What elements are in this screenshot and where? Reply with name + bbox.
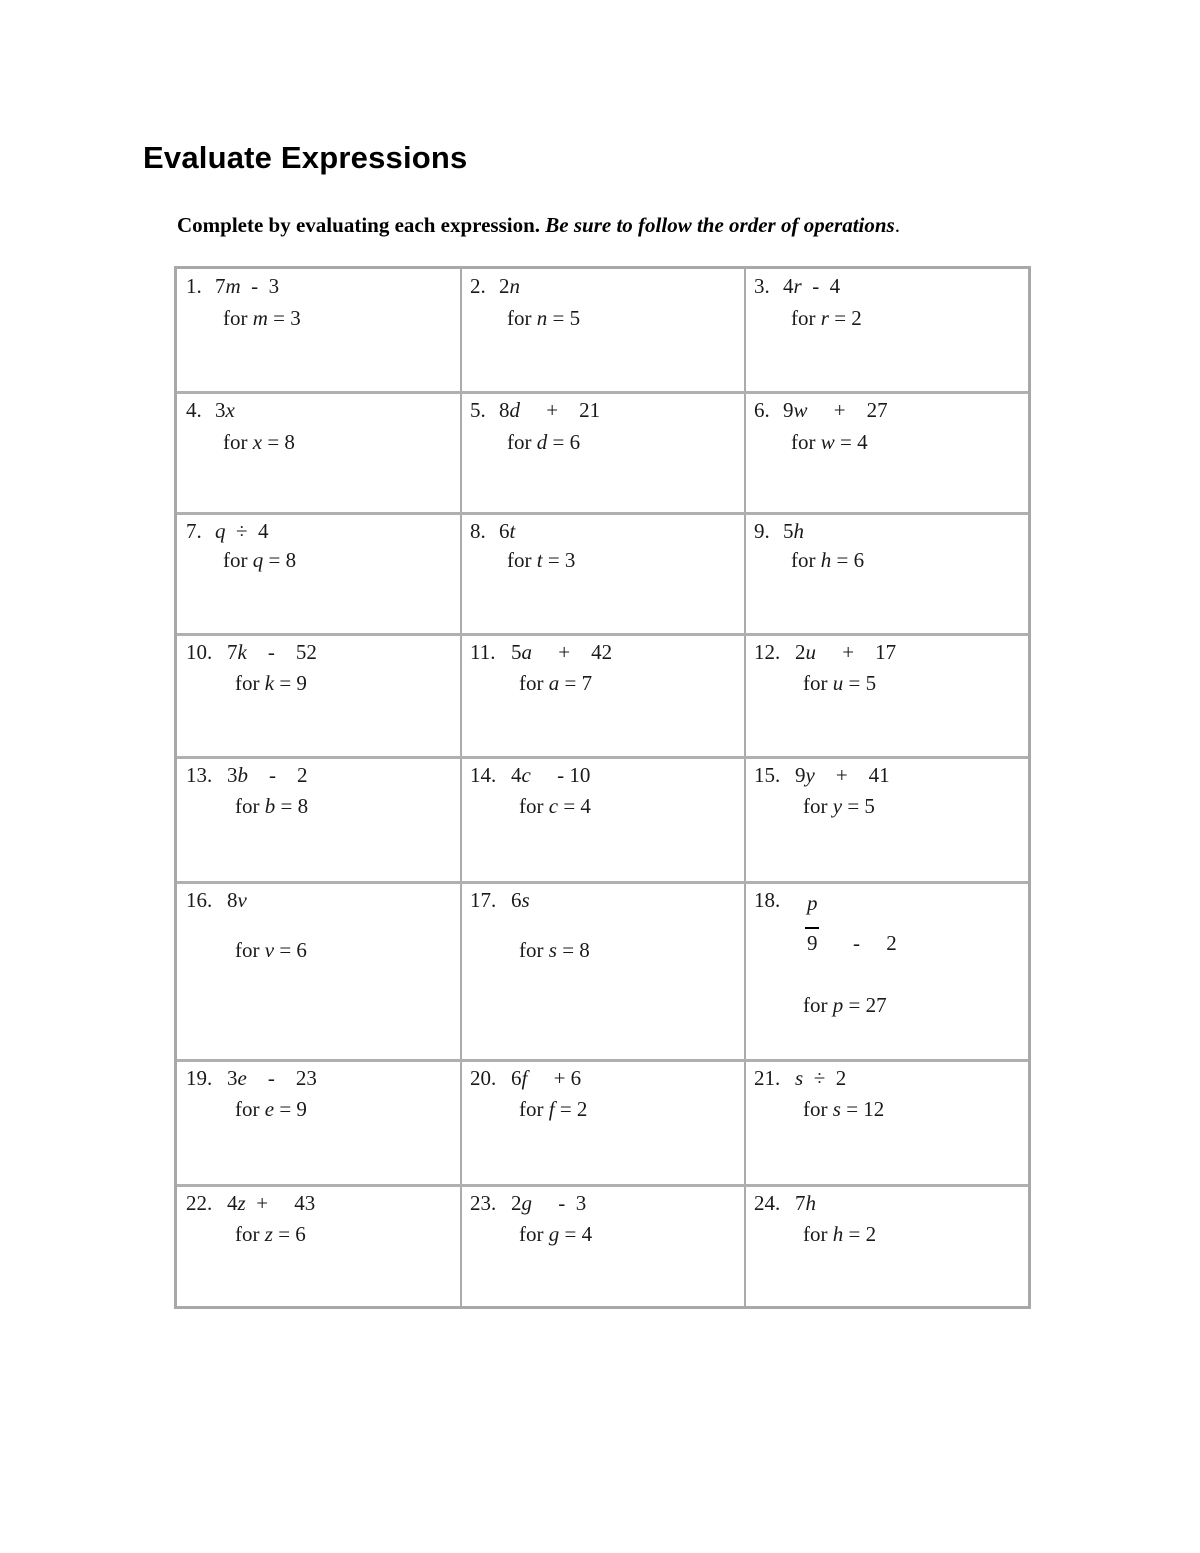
substitution <box>235 938 307 963</box>
expression-variable: t <box>509 519 516 543</box>
problem-cell <box>461 1061 745 1186</box>
substitution-variable: q <box>252 548 264 572</box>
expression <box>227 1066 317 1091</box>
substitution-value: = 5 <box>843 671 877 695</box>
substitution-value: = 9 <box>274 671 307 695</box>
expression-coefficient: 3 <box>215 398 226 422</box>
expression <box>511 640 612 665</box>
substitution <box>235 1222 306 1247</box>
substitution-label: for <box>507 548 537 572</box>
expression <box>795 763 890 788</box>
expression-variable: a <box>521 640 532 664</box>
problem-number: 9. <box>754 519 770 543</box>
problem-cell <box>461 514 745 635</box>
substitution-variable: x <box>252 430 263 454</box>
problem-cell <box>745 883 1028 1061</box>
problem-cell <box>745 514 1028 635</box>
substitution-variable: f <box>548 1097 555 1121</box>
substitution-label: for <box>791 430 821 454</box>
expression-operation: + 42 <box>532 640 613 664</box>
expression <box>227 1191 315 1216</box>
substitution-value: = 7 <box>559 671 593 695</box>
problem-number: 1. <box>186 274 202 298</box>
substitution-label: for <box>507 306 537 330</box>
substitution-value: = 8 <box>275 794 309 818</box>
substitution-variable: s <box>832 1097 841 1121</box>
expression-coefficient: 6 <box>511 1066 522 1090</box>
substitution-variable: r <box>820 306 829 330</box>
expression-operation: + 43 <box>245 1191 316 1215</box>
expression <box>795 640 896 665</box>
expression <box>511 1066 581 1091</box>
expression-operation: - 10 <box>530 763 591 787</box>
expression-operation: - 3 <box>240 274 280 298</box>
problem-number: 13. <box>186 763 213 787</box>
problem-grid <box>174 266 1031 1309</box>
substitution-variable: h <box>832 1222 844 1246</box>
substitution-variable: g <box>548 1222 560 1246</box>
problem-number: 5. <box>470 398 486 422</box>
substitution-value: = 3 <box>267 306 301 330</box>
expression-variable: g <box>521 1191 532 1215</box>
substitution <box>519 938 590 963</box>
problem-cell <box>461 883 745 1061</box>
substitution-variable: a <box>548 671 560 695</box>
problem-number: 10. <box>186 640 213 664</box>
substitution-label: for <box>507 430 537 454</box>
problem-cell <box>461 393 745 514</box>
problem-number: 4. <box>186 398 202 422</box>
substitution-value: = 27 <box>843 993 887 1017</box>
problem-number: 3. <box>754 274 770 298</box>
substitution-label: for <box>223 548 253 572</box>
problem-number: 22. <box>186 1191 213 1215</box>
substitution <box>223 548 296 573</box>
expression-operation: + 6 <box>527 1066 582 1090</box>
substitution-variable: p <box>832 993 844 1017</box>
substitution-value: = 8 <box>262 430 295 454</box>
problem-number: 21. <box>754 1066 781 1090</box>
expression-coefficient: 4 <box>227 1191 238 1215</box>
expression-coefficient: 2 <box>511 1191 522 1215</box>
expression-variable: y <box>805 763 815 787</box>
substitution-value: = 4 <box>834 430 868 454</box>
expression <box>783 398 888 423</box>
expression <box>783 274 840 299</box>
substitution-variable: c <box>548 794 559 818</box>
substitution-value: = 4 <box>558 794 591 818</box>
substitution-variable: e <box>264 1097 275 1121</box>
substitution-variable: y <box>832 794 843 818</box>
substitution-label: for <box>235 938 265 962</box>
expression-coefficient: 4 <box>511 763 522 787</box>
expression-variable: e <box>237 1066 247 1090</box>
substitution-label: for <box>519 794 549 818</box>
expression <box>511 888 530 913</box>
substitution-variable: m <box>252 306 268 330</box>
substitution-label: for <box>803 1097 833 1121</box>
substitution-variable: u <box>832 671 844 695</box>
problem-cell <box>177 393 461 514</box>
substitution <box>223 306 301 331</box>
expression-variable: r <box>793 274 802 298</box>
problem-number: 18. <box>754 888 781 912</box>
expression <box>215 274 279 299</box>
substitution-label: for <box>235 671 265 695</box>
expression-operation: ÷ 2 <box>803 1066 847 1090</box>
substitution-label: for <box>235 1097 265 1121</box>
expression-variable: d <box>509 398 520 422</box>
problem-number: 17. <box>470 888 497 912</box>
expression-variable: q <box>215 519 226 543</box>
substitution-label: for <box>791 548 821 572</box>
substitution-label: for <box>235 794 265 818</box>
substitution-variable: b <box>264 794 276 818</box>
problem-number: 16. <box>186 888 213 912</box>
expression-coefficient: 8 <box>499 398 510 422</box>
expression-variable: n <box>509 274 520 298</box>
substitution-value: = 9 <box>274 1097 307 1121</box>
expression <box>227 888 247 913</box>
substitution-label: for <box>519 938 549 962</box>
expression-coefficient: 6 <box>499 519 510 543</box>
substitution-value: = 12 <box>840 1097 885 1121</box>
substitution <box>519 794 591 819</box>
substitution-value: = 8 <box>263 548 297 572</box>
expression <box>511 763 590 788</box>
substitution-label: for <box>519 1222 549 1246</box>
substitution-variable: z <box>264 1222 273 1246</box>
fraction-numerator: p <box>807 891 818 915</box>
substitution-label: for <box>519 1097 549 1121</box>
expression-variable: m <box>225 274 241 298</box>
expression <box>795 1066 846 1091</box>
expression-coefficient: 9 <box>795 763 806 787</box>
substitution-label: for <box>223 306 253 330</box>
expression <box>783 519 804 544</box>
substitution-label: for <box>803 794 833 818</box>
page-title: Evaluate Expressions <box>143 140 468 175</box>
substitution <box>519 1222 592 1247</box>
substitution <box>519 1097 587 1122</box>
problem-cell <box>745 1186 1028 1309</box>
expression-variable: h <box>793 519 804 543</box>
substitution-value: = 4 <box>559 1222 593 1246</box>
problem-cell <box>745 393 1028 514</box>
problem-cell <box>745 269 1028 393</box>
expression-operation: + 41 <box>814 763 890 787</box>
problem-cell <box>177 635 461 758</box>
substitution <box>803 993 887 1018</box>
expression-coefficient: 3 <box>227 1066 238 1090</box>
problem-cell <box>461 635 745 758</box>
problem-number: 12. <box>754 640 781 664</box>
problem-number: 24. <box>754 1191 781 1215</box>
fraction-operator: - 2 <box>853 931 897 955</box>
fraction-denominator: 9 <box>807 931 818 955</box>
expression <box>795 1191 816 1216</box>
problem-cell <box>461 1186 745 1309</box>
substitution-variable: w <box>820 430 835 454</box>
substitution-variable: s <box>548 938 557 962</box>
problem-cell <box>177 1061 461 1186</box>
expression-variable: f <box>521 1066 528 1090</box>
expression-coefficient: 3 <box>227 763 238 787</box>
expression-operation: - 3 <box>532 1191 587 1215</box>
substitution <box>791 548 864 573</box>
substitution-value: = 6 <box>547 430 581 454</box>
problem-cell <box>177 514 461 635</box>
problem-number: 8. <box>470 519 486 543</box>
expression-variable: k <box>237 640 247 664</box>
expression-coefficient: 7 <box>795 1191 806 1215</box>
substitution <box>803 1222 876 1247</box>
expression-coefficient: 2 <box>499 274 510 298</box>
expression <box>499 519 515 544</box>
expression-variable: h <box>805 1191 816 1215</box>
substitution-value: = 8 <box>556 938 590 962</box>
expression <box>227 640 317 665</box>
problem-number: 20. <box>470 1066 497 1090</box>
substitution-value: = 2 <box>843 1222 877 1246</box>
substitution-label: for <box>803 671 833 695</box>
substitution-value: = 6 <box>831 548 865 572</box>
expression-coefficient: 8 <box>227 888 238 912</box>
problem-number: 15. <box>754 763 781 787</box>
substitution-value: = 2 <box>828 306 862 330</box>
problem-cell <box>745 635 1028 758</box>
substitution-value: = 2 <box>554 1097 588 1121</box>
problem-cell <box>177 883 461 1061</box>
problem-number: 2. <box>470 274 486 298</box>
substitution-variable: h <box>820 548 832 572</box>
expression-variable: s <box>521 888 530 912</box>
expression <box>499 274 520 299</box>
instructions-emphasis: Be sure to follow the order of operations <box>545 213 895 237</box>
substitution <box>507 430 580 455</box>
expression-coefficient: 7 <box>215 274 226 298</box>
expression-variable: c <box>521 763 531 787</box>
problem-cell <box>745 758 1028 883</box>
substitution-variable: k <box>264 671 275 695</box>
expression <box>499 398 600 423</box>
substitution-value: = 6 <box>274 938 307 962</box>
expression-operation: + 17 <box>816 640 897 664</box>
substitution-value: = 6 <box>272 1222 306 1246</box>
substitution <box>235 671 307 696</box>
expression-operation: + 27 <box>807 398 888 422</box>
instructions-end: . <box>894 213 900 237</box>
substitution <box>507 548 575 573</box>
problem-number: 19. <box>186 1066 213 1090</box>
substitution <box>803 794 875 819</box>
expression-variable: z <box>237 1191 246 1215</box>
expression-variable: w <box>793 398 808 422</box>
substitution <box>791 430 868 455</box>
expression-operation: ÷ 4 <box>225 519 269 543</box>
substitution-label: for <box>791 306 821 330</box>
problem-cell <box>461 269 745 393</box>
substitution <box>235 794 308 819</box>
fraction-bar <box>805 927 819 929</box>
expression-variable: s <box>795 1066 804 1090</box>
expression-coefficient: 5 <box>783 519 794 543</box>
expression <box>215 398 235 423</box>
instructions <box>177 213 900 238</box>
problem-number: 7. <box>186 519 202 543</box>
expression-coefficient: 4 <box>783 274 794 298</box>
expression <box>215 519 269 544</box>
expression <box>227 763 308 788</box>
expression-coefficient: 5 <box>511 640 522 664</box>
substitution-label: for <box>235 1222 265 1246</box>
substitution-variable: t <box>536 548 543 572</box>
substitution-value: = 5 <box>842 794 875 818</box>
expression-operation: - 4 <box>801 274 841 298</box>
substitution <box>223 430 295 455</box>
instructions-lead: Complete by evaluating each expression. <box>177 213 541 237</box>
expression-operation: + 21 <box>520 398 601 422</box>
expression-variable: x <box>225 398 235 422</box>
substitution-value: = 3 <box>542 548 576 572</box>
substitution <box>791 306 862 331</box>
substitution-label: for <box>803 993 833 1017</box>
substitution <box>519 671 592 696</box>
problem-number: 6. <box>754 398 770 422</box>
substitution <box>803 1097 884 1122</box>
expression-operation: - 52 <box>246 640 317 664</box>
substitution-label: for <box>803 1222 833 1246</box>
problem-number: 14. <box>470 763 497 787</box>
substitution-value: = 5 <box>547 306 581 330</box>
substitution-label: for <box>519 671 549 695</box>
expression-variable: v <box>237 888 247 912</box>
substitution-variable: v <box>264 938 275 962</box>
problem-cell <box>745 1061 1028 1186</box>
substitution-variable: d <box>536 430 548 454</box>
problem-cell <box>461 758 745 883</box>
expression-coefficient: 9 <box>783 398 794 422</box>
expression-variable: u <box>805 640 816 664</box>
expression-coefficient: 2 <box>795 640 806 664</box>
problem-cell <box>177 269 461 393</box>
substitution-variable: n <box>536 306 548 330</box>
problem-cell <box>177 758 461 883</box>
problem-number: 11. <box>470 640 496 664</box>
expression-operation: - 23 <box>246 1066 317 1090</box>
problem-cell <box>177 1186 461 1309</box>
substitution <box>507 306 580 331</box>
expression-variable: b <box>237 763 248 787</box>
expression-coefficient: 7 <box>227 640 238 664</box>
expression-coefficient: 6 <box>511 888 522 912</box>
substitution-label: for <box>223 430 253 454</box>
problem-number: 23. <box>470 1191 497 1215</box>
expression <box>511 1191 586 1216</box>
expression-operation: - 2 <box>248 763 308 787</box>
substitution <box>235 1097 307 1122</box>
substitution <box>803 671 876 696</box>
